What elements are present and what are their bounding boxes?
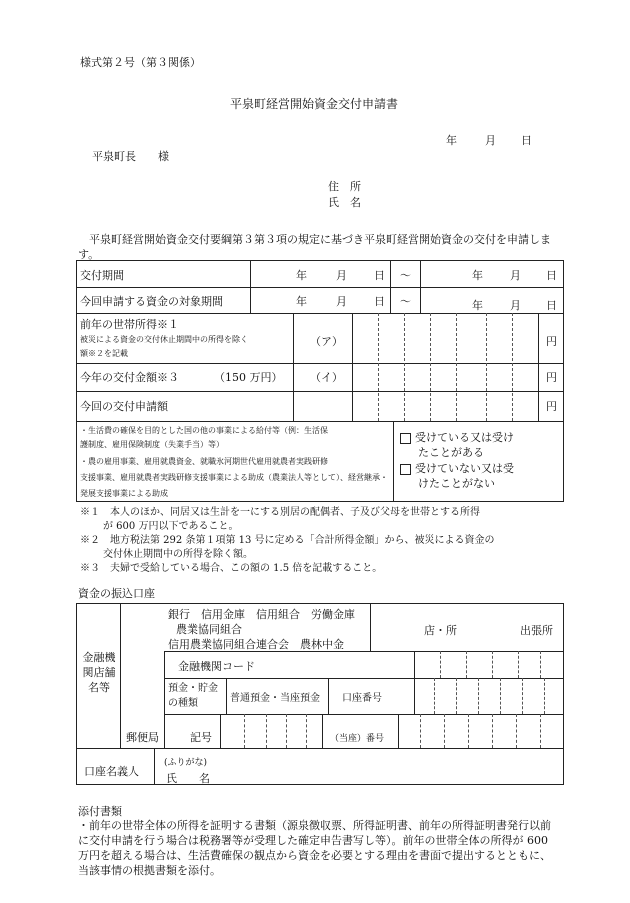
other-note-3: ・農の雇用事業、雇用就農資金、就職氷河期世代雇用就農者実践研修 bbox=[80, 457, 328, 466]
amount-label: 今年の交付金額※３ bbox=[80, 371, 179, 384]
deposit-type-label: 預金・貯金の種類 bbox=[168, 683, 218, 709]
applicant-address-label: 住 所 bbox=[328, 180, 361, 193]
period-label: 交付期間 bbox=[80, 269, 124, 282]
branch-label: 店・所 bbox=[424, 624, 457, 637]
date-year: 年 bbox=[446, 134, 457, 147]
bank-code-label: 金融機関コード bbox=[178, 660, 255, 673]
bank-types-1: 銀行 信用金庫 信用組合 労働金庫 bbox=[168, 608, 355, 621]
yen-1: 円 bbox=[546, 335, 557, 348]
target-start-year: 年 bbox=[296, 295, 307, 308]
amount-value: （150 万円） bbox=[214, 371, 283, 384]
note-2b: 交付休止期間中の所得を除く額。 bbox=[103, 549, 253, 560]
page-title: 平泉町経営開始資金交付申請書 bbox=[230, 97, 399, 111]
prev-income-label: 前年の世帯所得※１ bbox=[80, 318, 179, 331]
check-received-2: たことがある bbox=[418, 446, 484, 459]
target-end-month: 月 bbox=[510, 299, 521, 312]
request-label: 今回の交付申請額 bbox=[80, 400, 168, 413]
target-start-month: 月 bbox=[336, 295, 347, 308]
target-end-year: 年 bbox=[472, 299, 483, 312]
period-tilde: ～ bbox=[400, 269, 411, 282]
period-start-year: 年 bbox=[296, 269, 307, 282]
period-start-month: 月 bbox=[336, 269, 347, 282]
attachments-text: ・前年の世帯全体の所得を証明する書類（源泉徴収票、所得証明書、前年の所得証明書発行以前に交付申請を行う場合は税務署等が受理した確定申告書写し等）。前年の世帯全体の所得が 600 万円を超える場合は、生活費確保の観点から資金を必要とする理由を書面で提出するとともに、当該事情の根拠書類を添付。 bbox=[78, 819, 551, 877]
date-day: 日 bbox=[521, 134, 532, 147]
applicant-name-label: 氏 名 bbox=[328, 196, 361, 209]
furigana-label: (ふりがな) bbox=[164, 758, 208, 768]
other-note-4: 支援事業、雇用就農者実践研修支援事業による助成（農業法人等として）、経営継承・発展支援事業による助成 bbox=[80, 473, 388, 498]
kigou-label: 記号 bbox=[190, 731, 212, 744]
checkbox-not-received[interactable] bbox=[400, 464, 411, 475]
prev-income-note-1: 被災による資金の交付休止期間中の所得を除く bbox=[80, 335, 248, 344]
bank-types-2: 農業協同組合 bbox=[176, 623, 242, 636]
yen-3: 円 bbox=[546, 400, 557, 413]
attachments-title: 添付書類 bbox=[78, 805, 122, 818]
bank-section-title: 資金の振込口座 bbox=[78, 587, 155, 600]
bank-side-label: 金融機関店舗名等 bbox=[82, 651, 116, 694]
period-end-month: 月 bbox=[510, 269, 521, 282]
touza-number-label: （当座）番号 bbox=[330, 734, 385, 744]
intro-text: 平泉町経営開始資金交付要綱第３第３項の規定に基づき平泉町経営開始資金の交付を申請します。 bbox=[78, 233, 551, 261]
check-not-received[interactable]: 受けていない又は受 bbox=[400, 460, 514, 476]
check-not-received-2: けたことがない bbox=[418, 477, 495, 490]
prev-income-note-2: 額※２を記載 bbox=[80, 349, 128, 358]
sub-branch-label: 出張所 bbox=[520, 624, 553, 637]
yen-2: 円 bbox=[546, 371, 557, 384]
period-end-year: 年 bbox=[472, 269, 483, 282]
mark-i: （イ） bbox=[310, 371, 343, 384]
other-note-2: 護制度、雇用保険制度（失業手当）等） bbox=[80, 440, 224, 449]
target-start-day: 日 bbox=[374, 295, 385, 308]
addressee: 平泉町長 様 bbox=[92, 150, 169, 163]
date-month: 月 bbox=[485, 134, 496, 147]
note-2a: ※２ 地方税法第 292 条第１項第 13 号に定める「合計所得金額」から、被災による資金の bbox=[80, 535, 495, 546]
note-1a: ※１ 本人のほか、同居又は生計を一にする別居の配偶者、子及び父母を世帯とする所得 bbox=[80, 507, 480, 518]
note-3: ※３ 夫婦で受給している場合、この額の 1.5 倍を記載すること。 bbox=[80, 563, 383, 574]
account-number-label: 口座番号 bbox=[342, 693, 382, 704]
account-holder-label: 口座名義人 bbox=[84, 765, 139, 778]
target-period-label: 今回申請する資金の対象期間 bbox=[80, 295, 223, 308]
deposit-kinds: 普通預金・当座預金 bbox=[230, 693, 320, 704]
bank-types-3: 信用農業協同組合連合会 農林中金 bbox=[168, 638, 344, 651]
mark-a: （ア） bbox=[310, 335, 343, 348]
target-tilde: ～ bbox=[400, 295, 411, 308]
check-received[interactable]: 受けている又は受け bbox=[400, 429, 514, 445]
checkbox-received[interactable] bbox=[400, 433, 411, 444]
period-end-day: 日 bbox=[546, 269, 557, 282]
target-end-day: 日 bbox=[546, 299, 557, 312]
post-office-label: 郵便局 bbox=[126, 731, 159, 744]
note-1b: が 600 万円以下であること。 bbox=[103, 521, 239, 532]
form-number: 様式第２号（第３関係） bbox=[80, 56, 201, 69]
other-note-1: ・生活費の確保を目的とした国の他の事業による給付等（例：生活保 bbox=[80, 426, 328, 435]
period-start-day: 日 bbox=[374, 269, 385, 282]
holder-name-label: 氏 名 bbox=[166, 772, 210, 785]
